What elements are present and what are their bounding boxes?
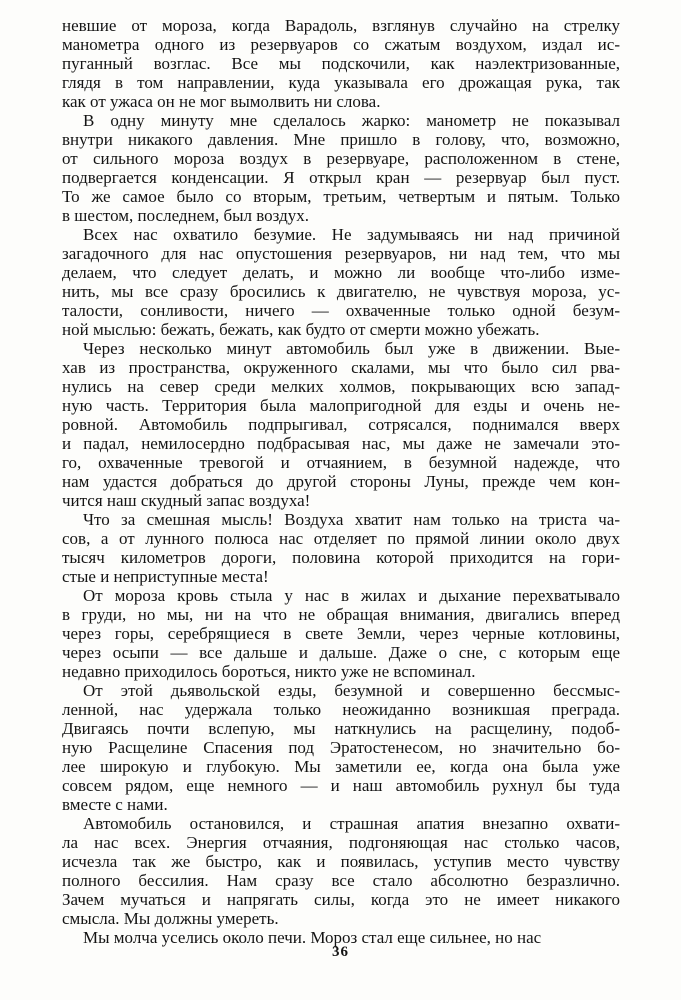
text-line: пуганный возглас. Все мы подскочили, как наэлектризованные, [62, 54, 620, 73]
text-line: тысяч километров дороги, половина которой приходится на гори- [62, 548, 620, 567]
text-line: Двигаясь почти вслепую, мы наткнулись на расщелину, подоб- [62, 719, 620, 738]
text-line: глядя в том направлении, куда указывала его дрожащая рука, так [62, 73, 620, 92]
text-line: ровной. Автомобиль подпрыгивал, сотрясался, поднимался вверх [62, 415, 620, 434]
text-line: в шестом, последнем, был воздух. [62, 206, 309, 225]
text-line: Автомобиль остановился, и страшная апатия внезапно охвати- [83, 814, 620, 833]
text-line: Мы молча уселись около печи. Мороз стал еще сильнее, но нас [83, 928, 542, 947]
paragraph [62, 586, 620, 681]
text-column [62, 16, 620, 947]
paragraph [62, 681, 620, 814]
text-line: совсем рядом, еще немного — и наш автомобиль рухнул бы туда [62, 776, 620, 795]
text-line: ленной, нас удержала только неожиданно возникшая преграда. [62, 700, 620, 719]
text-line: го, охваченные тревогой и отчаянием, в безумной надежде, что [62, 453, 620, 472]
text-line: В одну минуту мне сделалось жарко: манометр не показывал [83, 111, 620, 130]
text-line: Всех нас охватило безумие. Не задумываясь ни над причиной [83, 225, 620, 244]
text-line: невшие от мороза, когда Варадоль, взглянув случайно на стрелку [62, 16, 620, 35]
text-line: недавно приходилось бороться, никто уже не вспоминал. [62, 662, 476, 681]
text-line: ную часть. Территория была малопригодной для езды и очень не- [62, 396, 620, 415]
text-line: ла нас всех. Энергия отчаяния, подгоняющая нас столько часов, [62, 833, 620, 852]
text-line: загадочного для нас опустошения резервуаров, ни над тем, что мы [62, 244, 620, 263]
text-line: делаем, что следует делать, и можно ли вообще что-либо изме- [62, 263, 620, 282]
text-line: ную Расщелине Спасения под Эратостенесом, но значительно бо- [62, 738, 620, 757]
text-line: От мороза кровь стыла у нас в жилах и дыхание перехватывало [83, 586, 620, 605]
text-line: лее широкую и глубокую. Мы заметили ее, когда она была уже [62, 757, 620, 776]
text-line: смысла. Мы должны умереть. [62, 909, 279, 928]
text-line: Что за смешная мысль! Воздуха хватит нам только на триста ча- [83, 510, 620, 529]
text-line: То же самое было со вторым, третьим, четвертым и пятым. Только [62, 187, 620, 206]
text-line: вместе с нами. [62, 795, 168, 814]
paragraph [62, 339, 620, 510]
text-line: Через несколько минут автомобиль был уже в движении. Вые- [83, 339, 620, 358]
text-line: подвергается конденсации. Я открыл кран — резервуар был пуст. [62, 168, 620, 187]
text-line: хав из пространства, окруженного скалами, мы что было сил рва- [62, 358, 620, 377]
paragraph [62, 510, 620, 586]
text-line: в груди, но мы, ни на что не обращая внимания, двигались вперед [62, 605, 620, 624]
text-line: как от ужаса он не мог вымолвить ни слова. [62, 92, 381, 111]
text-line: талости, сонливости, ничего — охваченные только одной безум- [62, 301, 620, 320]
text-line: нулись на север среди мелких холмов, покрывающих всю запад- [62, 377, 620, 396]
text-line: от сильного мороза воздух в резервуаре, расположенном в стене, [62, 149, 620, 168]
paragraph [62, 111, 620, 225]
text-line: через горы, серебрящиеся в свете Земли, через черные котловины, [62, 624, 620, 643]
text-line: внутри никакого давления. Мне пришло в голову, что, возможно, [62, 130, 620, 149]
text-line: стые и неприступные места! [62, 567, 269, 586]
text-line: нить, мы все сразу бросились к двигателю, не чувствуя мороза, ус- [62, 282, 620, 301]
text-line: исчезла так же быстро, как и появилась, уступив место чувству [62, 852, 620, 871]
paragraph [62, 225, 620, 339]
text-line: нам удастся добраться до другой стороны Луны, прежде чем кон- [62, 472, 620, 491]
text-line: и падал, немилосердно подбрасывая нас, мы даже не замечали это- [62, 434, 620, 453]
text-line: манометра одного из резервуаров со сжатым воздухом, издал ис- [62, 35, 620, 54]
page-number: 36 [332, 944, 349, 960]
text-line: ной мыслью: бежать, бежать, как будто от смерти можно убежать. [62, 320, 540, 339]
text-line: чится наш скудный запас воздуха! [62, 491, 311, 510]
text-line: через осыпи — все дальше и дальше. Даже о сне, с которым еще [62, 643, 620, 662]
text-line: От этой дьявольской езды, безумной и совершенно бессмыс- [83, 681, 620, 700]
text-line: Зачем мучаться и напрягать силы, когда это не имеет никакого [62, 890, 620, 909]
text-line: полного бессилия. Нам сразу все стало абсолютно безразлично. [62, 871, 620, 890]
paragraph [62, 16, 620, 111]
text-line: сов, а от лунного полюса нас отделяет по прямой линии около двух [62, 529, 620, 548]
paragraph [62, 814, 620, 928]
